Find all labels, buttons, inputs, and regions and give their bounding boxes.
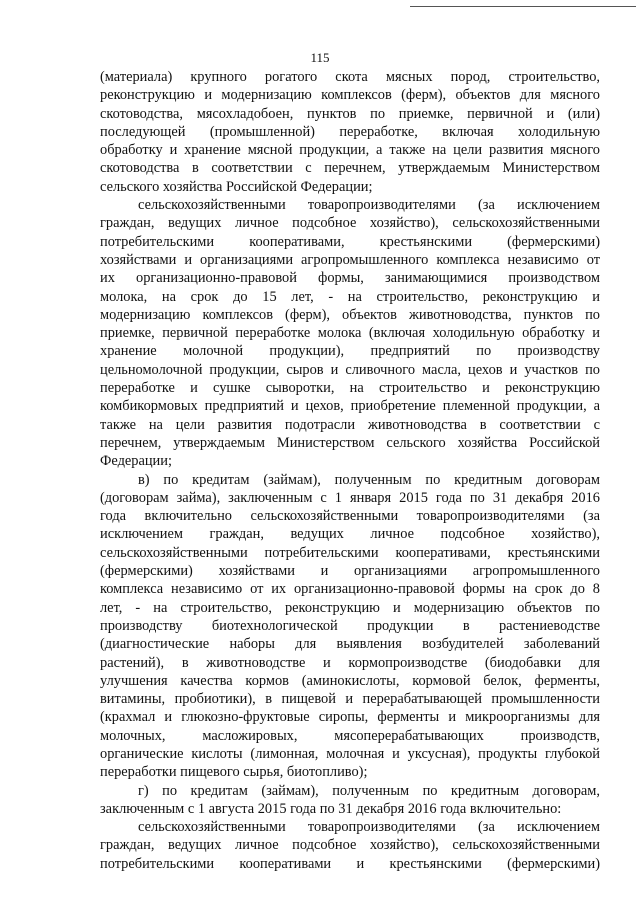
text-line: (диагностические наборы для выявления возбудителей заболеваний (100, 636, 600, 653)
text-line: сельскохозяйственными товаропроизводителями (за исключением (138, 197, 600, 214)
text-line: г) по кредитам (займам), полученным по кредитным договорам, (138, 782, 600, 799)
text-line: заключенным с 1 августа 2015 года по 31 декабря 2016 года включительно: (100, 800, 562, 817)
text-line: улучшения качества кормов (аминокислоты, кормовой белок, ферменты, (100, 672, 600, 689)
text-line: цельномолочной продукции, сыров и сливочного масла, цехов и участков по (100, 361, 600, 378)
text-line: перечнем, утверждаемым Министерством сельского хозяйства Российской (100, 434, 600, 451)
text-line: сельскохозяйственными потребительскими кооперативами, крестьянскими (100, 544, 600, 561)
text-line: молока, на срок до 15 лет, - на строительство, реконструкцию и (100, 288, 600, 305)
text-line: граждан, ведущих личное подсобное хозяйство), сельскохозяйственными (100, 215, 600, 232)
text-line: приемке, первичной переработке молока (включая холодильную обработку и (100, 325, 600, 342)
text-line: граждан, ведущих личное подсобное хозяйство), сельскохозяйственными (100, 837, 600, 854)
text-line: растений), в животноводстве и кормопроизводстве (биодобавки для (100, 654, 600, 671)
text-line: скотоводства в соответствии с перечнем, утверждаемым Министерством (100, 160, 600, 177)
text-line: хранение молочной продукции), предприятий по производству (100, 343, 600, 360)
text-line: лет, - на строительство, реконструкцию и модернизацию объектов по (100, 599, 600, 616)
text-line: комбикормовых предприятий и цехов, приобретение племенной продукции, а (100, 398, 600, 415)
text-line: также на цели развития подотрасли животноводства в соответствии с (100, 416, 600, 433)
text-line: реконструкцию и модернизацию комплексов (ферм), объектов для мясного (100, 87, 600, 104)
text-line: комплекса независимо от их организационно-правовой формы на срок до 8 (100, 581, 600, 598)
text-line: (договорам займа), заключенным с 1 января 2015 года по 31 декабря 2016 (100, 489, 600, 506)
text-line: переработки пищевого сырья, биотопливо); (100, 764, 368, 781)
text-line: года включительно сельскохозяйственными товаропроизводителями (за (100, 508, 600, 525)
text-line: витамины, пробиотики), в пищевой и перерабатывающей промышленности (100, 691, 600, 708)
document-body (100, 68, 600, 873)
text-line: хозяйствами и организациями агропромышленного комплекса независимо от (100, 251, 600, 268)
text-line: в) по кредитам (займам), полученным по кредитным договорам (138, 471, 600, 488)
text-line: потребительскими кооперативами, крестьянскими (фермерскими) (100, 233, 600, 250)
text-line: (материала) крупного рогатого скота мясных пород, строительство, (100, 69, 600, 85)
text-line: переработке и сушке сыворотки, на строительство и реконструкцию (100, 380, 600, 397)
text-line: производству биотехнологической продукции в растениеводстве (100, 617, 600, 634)
text-line: молочных, масложировых, мясоперерабатывающих производств, (100, 727, 600, 744)
page-number: 115 (310, 50, 330, 65)
top-rule-line (410, 6, 636, 7)
text-line: последующей (промышленной) переработке, включая холодильную (100, 123, 600, 140)
text-line: модернизацию комплексов (ферм), объектов животноводства, пунктов по (100, 306, 600, 323)
text-line: потребительскими кооперативами и крестьянскими (фермерскими) (100, 855, 600, 872)
text-line: исключением граждан, ведущих личное подсобное хозяйство), (100, 526, 600, 543)
text-line: обработку и хранение мясной продукции, а также на цели развития мясного (100, 142, 600, 159)
text-line: (крахмал и глюкозно-фруктовые сиропы, ферменты и микроорганизмы для (100, 709, 600, 726)
text-line: Федерации; (100, 453, 172, 470)
text-line: их организационно-правовой формы, занимающимися производством (100, 270, 600, 287)
text-line: сельскохозяйственными товаропроизводителями (за исключением (138, 819, 600, 836)
text-line: сельского хозяйства Российской Федерации; (100, 178, 373, 195)
text-line: органические кислоты (лимонная, молочная и уксусная), продукты глубокой (100, 745, 600, 762)
text-line: (фермерскими) хозяйствами и организациями агропромышленного (100, 563, 600, 580)
text-line: скотоводства, мясохладобоен, пунктов по приемке, первичной и (или) (100, 105, 600, 122)
